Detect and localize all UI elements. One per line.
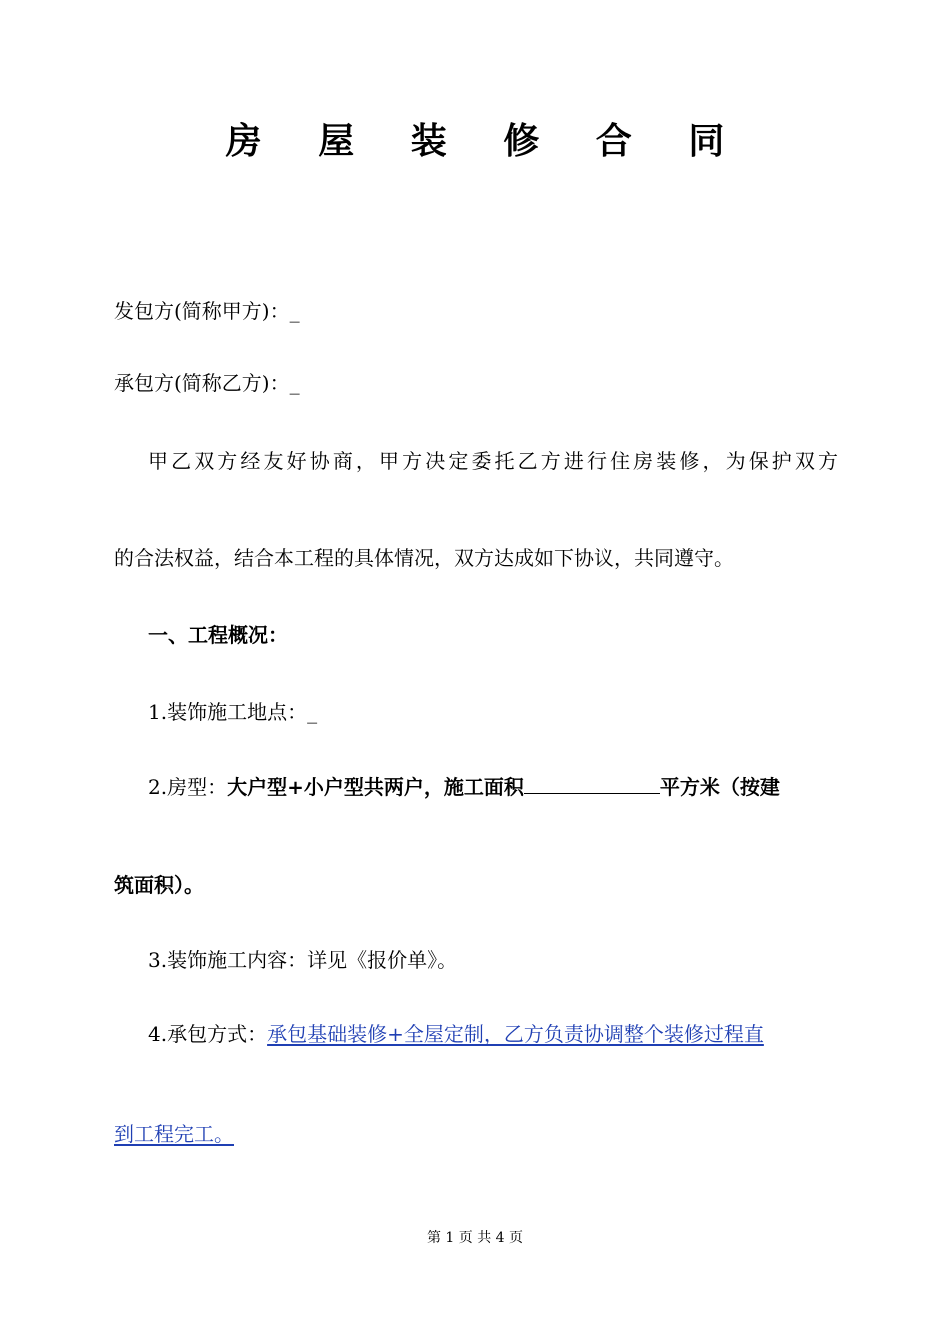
item-4-contract-method [148, 1019, 838, 1049]
page-footer: 第 1 页 共 4 页 [426, 1230, 524, 1246]
party-a-line: 发包方(简称甲方)：_ [114, 299, 300, 323]
item-2-bold-part-1: 大户型+小户型共两户，施工面积 [227, 775, 524, 799]
preamble-line-1: 甲乙双方经友好协商，甲方决定委托乙方进行住房装修，为保护双方 [148, 449, 838, 473]
item-2-house-type [148, 771, 838, 802]
document-title: 房 屋 装 修 合 同 [225, 121, 747, 162]
item-3-construction-content: 3.装饰施工内容：详见《报价单》。 [148, 948, 458, 972]
item-4-link-line-2[interactable]: 到工程完工。 [114, 1122, 234, 1146]
item-2-line-2: 筑面积）。 [114, 873, 204, 897]
item-4-link-line-1[interactable]: 承包基础装修+全屋定制，乙方负责协调整个装修过程直 [267, 1022, 764, 1046]
item-1-construction-site: 1.装饰施工地点：_ [148, 700, 318, 724]
item-2-label: 2.房型： [148, 775, 228, 799]
item-4-line-2 [114, 1119, 838, 1149]
party-b-line: 承包方(简称乙方)：_ [114, 371, 300, 395]
area-blank-underline [524, 771, 660, 794]
preamble-line-2: 的合法权益，结合本工程的具体情况，双方达成如下协议，共同遵守。 [114, 546, 734, 570]
item-4-label: 4.承包方式： [148, 1022, 268, 1046]
item-2-bold-part-2: 平方米（按建 [659, 775, 780, 799]
section-1-heading: 一、工程概况： [148, 623, 288, 647]
